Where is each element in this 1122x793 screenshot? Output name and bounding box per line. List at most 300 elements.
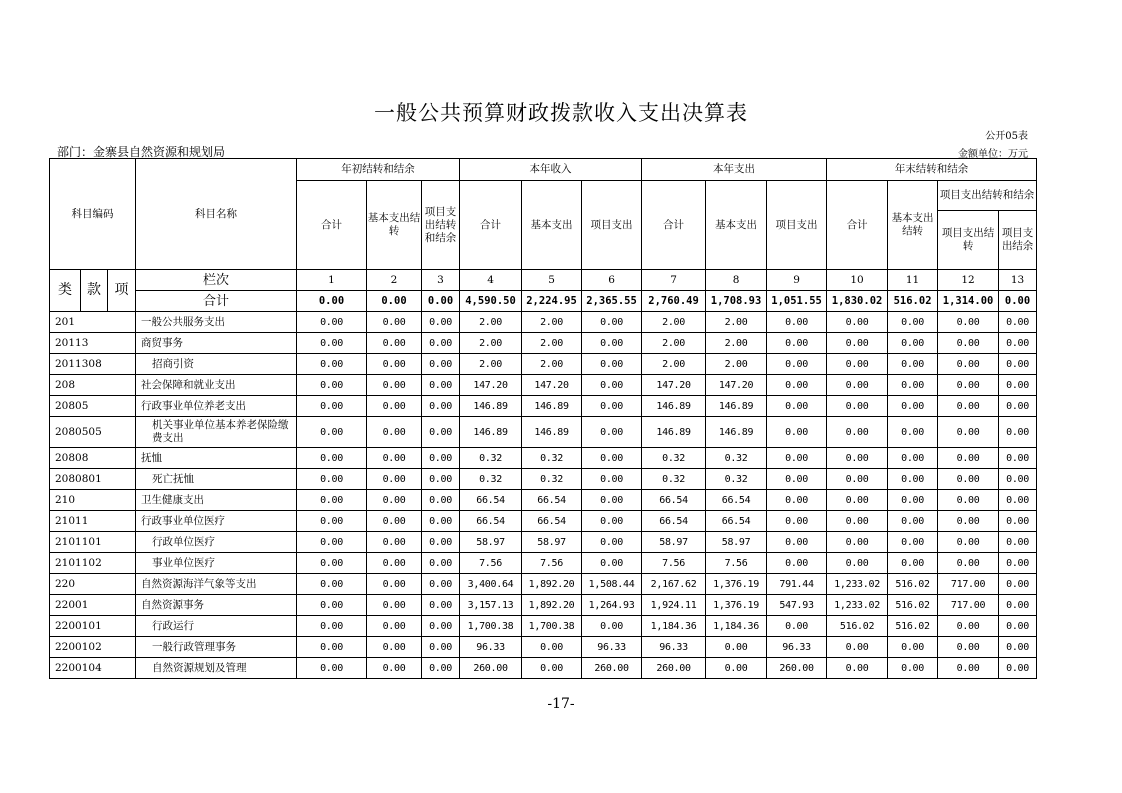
row-value: 0.00 [367,417,422,448]
row-value: 146.89 [642,417,706,448]
row-value: 2.00 [460,354,522,375]
row-value: 1,892.20 [522,574,582,595]
row-value: 0.00 [938,375,999,396]
row-value: 0.00 [767,469,827,490]
page-title: 一般公共预算财政拨款收入支出决算表 [374,101,748,125]
row-name: 一般行政管理事务 [136,637,297,658]
row-value: 2.00 [460,333,522,354]
row-value: 1,233.02 [827,574,888,595]
row-value: 0.00 [827,354,888,375]
row-value: 0.00 [582,532,642,553]
row-value: 0.00 [767,417,827,448]
total-cell: 0.00 [999,291,1037,312]
row-value: 0.00 [582,417,642,448]
row-value: 260.00 [767,658,827,679]
table-row [50,616,1037,637]
row-name: 行政单位医疗 [136,532,297,553]
row-value: 0.00 [999,511,1037,532]
row-value: 96.33 [582,637,642,658]
row-value: 0.00 [297,658,367,679]
row-value: 0.00 [422,574,460,595]
row-value: 66.54 [642,511,706,532]
row-code: 2011308 [50,354,136,375]
row-value: 0.00 [367,469,422,490]
row-value: 260.00 [460,658,522,679]
end-project-surplus-header: 项目支出结余 [999,211,1037,270]
row-value: 0.00 [297,375,367,396]
row-code: 20113 [50,333,136,354]
row-value: 1,700.38 [522,616,582,637]
table-row [50,532,1037,553]
row-value: 0.00 [888,396,938,417]
table-row [50,595,1037,616]
row-value: 2.00 [642,354,706,375]
row-name: 行政运行 [136,616,297,637]
table-row [50,375,1037,396]
row-value: 147.20 [460,375,522,396]
end-basic-header: 基本支出结转 [888,181,938,270]
column-number: 8 [706,270,767,291]
row-value: 0.00 [582,312,642,333]
row-value: 0.00 [888,448,938,469]
row-value: 0.00 [422,396,460,417]
group-expense-header: 本年支出 [642,159,827,181]
table-body [50,312,1037,679]
row-value: 0.00 [938,448,999,469]
row-value: 0.00 [582,490,642,511]
row-value: 7.56 [460,553,522,574]
row-value: 0.00 [999,354,1037,375]
row-value: 0.00 [422,595,460,616]
row-value: 0.00 [827,312,888,333]
end-project-group-header: 项目支出结转和结余 [938,181,1037,211]
group-begin-header: 年初结转和结余 [297,159,460,181]
row-value: 260.00 [582,658,642,679]
row-value: 260.00 [642,658,706,679]
row-value: 3,157.13 [460,595,522,616]
row-value: 7.56 [642,553,706,574]
row-value: 58.97 [706,532,767,553]
form-number: 公开05表 [985,131,1028,142]
row-value: 0.00 [297,417,367,448]
row-value: 0.00 [888,469,938,490]
column-row-label: 栏次 [136,270,297,291]
row-value: 0.00 [938,396,999,417]
row-value: 0.00 [938,553,999,574]
row-code: 22001 [50,595,136,616]
row-value: 0.00 [827,333,888,354]
column-number: 1 [297,270,367,291]
row-value: 66.54 [706,490,767,511]
row-value: 146.89 [460,417,522,448]
row-name: 招商引资 [136,354,297,375]
row-value: 0.00 [706,637,767,658]
row-value: 0.00 [297,396,367,417]
row-code: 2101101 [50,532,136,553]
row-value: 0.00 [999,532,1037,553]
row-value: 0.00 [297,490,367,511]
row-value: 58.97 [522,532,582,553]
row-value: 516.02 [827,616,888,637]
row-value: 0.00 [827,637,888,658]
column-number: 10 [827,270,888,291]
row-value: 0.00 [367,658,422,679]
row-value: 2.00 [706,312,767,333]
row-value: 0.00 [888,354,938,375]
row-value: 1,184.36 [706,616,767,637]
row-value: 0.00 [522,637,582,658]
row-value: 2.00 [642,312,706,333]
row-value: 0.00 [999,469,1037,490]
row-value: 147.20 [642,375,706,396]
row-value: 0.00 [767,511,827,532]
row-value: 0.00 [888,333,938,354]
row-value: 0.00 [582,448,642,469]
row-value: 0.00 [767,490,827,511]
column-number: 4 [460,270,522,291]
row-value: 0.00 [367,375,422,396]
row-value: 0.00 [999,333,1037,354]
row-value: 0.00 [422,469,460,490]
row-value: 0.00 [767,616,827,637]
row-value: 0.00 [297,637,367,658]
total-cell: 2,365.55 [582,291,642,312]
row-value: 0.00 [999,595,1037,616]
row-value: 0.00 [827,375,888,396]
column-number: 6 [582,270,642,291]
row-value: 0.00 [767,396,827,417]
row-value: 1,508.44 [582,574,642,595]
row-value: 2.00 [642,333,706,354]
row-value: 0.00 [999,312,1037,333]
row-code: 208 [50,375,136,396]
row-code: 2080505 [50,417,136,448]
begin-project-header: 项目支出结转和结余 [422,181,460,270]
row-value: 0.00 [297,616,367,637]
row-value: 0.00 [938,616,999,637]
row-code: 2080801 [50,469,136,490]
income-basic-header: 基本支出 [522,181,582,270]
row-value: 0.00 [367,574,422,595]
row-value: 0.00 [767,354,827,375]
row-value: 0.00 [888,553,938,574]
table-row [50,417,1037,448]
row-value: 0.00 [422,417,460,448]
row-value: 0.00 [422,637,460,658]
row-value: 0.00 [827,658,888,679]
table-row [50,333,1037,354]
row-value: 0.00 [999,637,1037,658]
row-value: 0.00 [367,354,422,375]
subject-code-header: 科目编码 [50,159,136,270]
row-value: 0.00 [999,658,1037,679]
row-value: 1,700.38 [460,616,522,637]
total-cell: 2,760.49 [642,291,706,312]
row-value: 0.00 [367,595,422,616]
row-value: 0.00 [582,511,642,532]
row-value: 146.89 [522,417,582,448]
row-value: 0.00 [827,469,888,490]
column-number: 5 [522,270,582,291]
row-value: 0.00 [999,417,1037,448]
row-value: 1,376.19 [706,574,767,595]
unit-label: 金额单位：万元 [958,149,1028,160]
row-value: 0.00 [827,553,888,574]
row-value: 66.54 [460,490,522,511]
row-value: 0.00 [422,354,460,375]
total-row-label: 合计 [136,291,297,312]
table-row [50,637,1037,658]
row-value: 0.00 [827,511,888,532]
lei-header: 类 [50,270,81,312]
column-number: 9 [767,270,827,291]
row-value: 0.00 [422,375,460,396]
row-value: 0.00 [367,312,422,333]
row-value: 0.00 [938,417,999,448]
row-value: 0.00 [767,312,827,333]
row-value: 0.00 [767,375,827,396]
row-value: 0.00 [422,616,460,637]
row-value: 0.00 [938,490,999,511]
row-value: 1,184.36 [642,616,706,637]
total-cell: 0.00 [297,291,367,312]
row-value: 0.00 [367,396,422,417]
begin-basic-header: 基本支出结转 [367,181,422,270]
total-cell: 516.02 [888,291,938,312]
total-cell: 1,708.93 [706,291,767,312]
row-value: 0.00 [297,595,367,616]
row-value: 0.00 [297,553,367,574]
row-value: 96.33 [642,637,706,658]
row-value: 0.00 [999,396,1037,417]
row-value: 147.20 [522,375,582,396]
row-value: 0.00 [367,616,422,637]
row-value: 7.56 [522,553,582,574]
row-code: 220 [50,574,136,595]
begin-total-header: 合计 [297,181,367,270]
column-number: 7 [642,270,706,291]
row-name: 行政事业单位医疗 [136,511,297,532]
income-total-header: 合计 [460,181,522,270]
row-value: 0.00 [767,333,827,354]
row-value: 0.00 [297,354,367,375]
row-value: 0.00 [888,312,938,333]
row-value: 96.33 [460,637,522,658]
row-value: 0.00 [297,469,367,490]
row-value: 0.00 [367,532,422,553]
row-value: 66.54 [642,490,706,511]
total-cell: 0.00 [367,291,422,312]
row-value: 0.00 [827,490,888,511]
row-value: 0.00 [582,469,642,490]
row-value: 0.00 [297,532,367,553]
row-value: 0.00 [938,354,999,375]
table-row [50,312,1037,333]
row-value: 0.32 [460,469,522,490]
row-value: 0.32 [642,448,706,469]
row-value: 791.44 [767,574,827,595]
row-value: 547.93 [767,595,827,616]
row-value: 0.32 [522,448,582,469]
row-value: 2,167.62 [642,574,706,595]
row-value: 0.00 [367,511,422,532]
row-value: 0.00 [422,658,460,679]
row-value: 0.00 [999,553,1037,574]
row-value: 2.00 [522,354,582,375]
row-value: 0.00 [938,469,999,490]
row-value: 58.97 [642,532,706,553]
row-value: 66.54 [522,511,582,532]
row-value: 0.32 [706,448,767,469]
row-name: 事业单位医疗 [136,553,297,574]
table-row [50,553,1037,574]
row-value: 3,400.64 [460,574,522,595]
table-row [50,469,1037,490]
row-value: 0.00 [999,616,1037,637]
table-row [50,490,1037,511]
row-value: 0.00 [999,448,1037,469]
row-value: 0.00 [999,574,1037,595]
table-row [50,396,1037,417]
row-name: 一般公共服务支出 [136,312,297,333]
subject-name-header: 科目名称 [136,159,297,270]
table-row [50,574,1037,595]
row-value: 146.89 [706,417,767,448]
row-value: 1,264.93 [582,595,642,616]
row-value: 1,376.19 [706,595,767,616]
row-value: 146.89 [460,396,522,417]
row-value: 0.00 [367,448,422,469]
row-value: 0.00 [706,658,767,679]
row-value: 0.00 [767,532,827,553]
row-value: 0.00 [888,375,938,396]
row-value: 0.00 [367,637,422,658]
row-name: 卫生健康支出 [136,490,297,511]
row-value: 0.00 [297,448,367,469]
kuan-header: 款 [81,270,108,312]
row-value: 0.00 [422,448,460,469]
row-value: 1,233.02 [827,595,888,616]
row-value: 0.00 [938,312,999,333]
row-value: 0.00 [422,333,460,354]
row-value: 0.00 [297,312,367,333]
xiang-header: 项 [108,270,136,312]
row-name: 自然资源海洋气象等支出 [136,574,297,595]
row-name: 自然资源规划及管理 [136,658,297,679]
total-cell: 4,590.50 [460,291,522,312]
table-row [50,448,1037,469]
row-value: 516.02 [888,616,938,637]
row-value: 0.00 [297,574,367,595]
row-value: 0.00 [938,532,999,553]
row-value: 146.89 [522,396,582,417]
row-value: 147.20 [706,375,767,396]
row-value: 0.00 [582,616,642,637]
row-value: 0.00 [767,553,827,574]
column-number: 2 [367,270,422,291]
row-value: 1,892.20 [522,595,582,616]
row-value: 0.00 [422,553,460,574]
row-value: 0.00 [999,490,1037,511]
row-value: 0.00 [938,333,999,354]
row-value: 0.00 [888,417,938,448]
row-value: 0.00 [827,417,888,448]
income-project-header: 项目支出 [582,181,642,270]
row-code: 201 [50,312,136,333]
row-name: 社会保障和就业支出 [136,375,297,396]
row-value: 0.00 [582,375,642,396]
row-value: 717.00 [938,595,999,616]
row-name: 抚恤 [136,448,297,469]
row-code: 2200101 [50,616,136,637]
row-name: 死亡抚恤 [136,469,297,490]
row-code: 2200102 [50,637,136,658]
total-cell: 0.00 [422,291,460,312]
row-code: 20808 [50,448,136,469]
column-number: 3 [422,270,460,291]
row-value: 0.00 [582,396,642,417]
row-value: 2.00 [706,333,767,354]
row-value: 66.54 [522,490,582,511]
row-value: 516.02 [888,595,938,616]
row-value: 0.00 [582,354,642,375]
row-value: 146.89 [706,396,767,417]
row-code: 20805 [50,396,136,417]
budget-table [49,158,1037,679]
end-project-carry-header: 项目支出结转 [938,211,999,270]
row-value: 0.00 [582,333,642,354]
table-row [50,511,1037,532]
row-name: 机关事业单位基本养老保险缴费支出 [136,417,297,448]
row-value: 0.00 [888,511,938,532]
row-value: 0.00 [367,333,422,354]
row-code: 2101102 [50,553,136,574]
row-value: 0.00 [888,658,938,679]
row-value: 2.00 [522,333,582,354]
total-cell: 1,830.02 [827,291,888,312]
table-row [50,658,1037,679]
row-code: 2200104 [50,658,136,679]
row-value: 66.54 [706,511,767,532]
total-cell: 1,314.00 [938,291,999,312]
row-value: 0.32 [706,469,767,490]
row-value: 7.56 [706,553,767,574]
row-value: 0.00 [522,658,582,679]
table-row [50,354,1037,375]
expense-project-header: 项目支出 [767,181,827,270]
total-cell: 1,051.55 [767,291,827,312]
row-value: 146.89 [642,396,706,417]
row-value: 0.00 [582,553,642,574]
row-value: 0.00 [888,637,938,658]
page-number: -17- [547,696,575,712]
row-value: 0.00 [767,448,827,469]
row-value: 0.00 [367,490,422,511]
row-value: 0.32 [460,448,522,469]
row-value: 0.32 [522,469,582,490]
row-value: 0.00 [938,658,999,679]
row-code: 21011 [50,511,136,532]
department-label: 部门：金寨县自然资源和规划局 [57,145,226,159]
row-value: 0.00 [367,553,422,574]
end-total-header: 合计 [827,181,888,270]
row-value: 0.00 [422,511,460,532]
row-value: 0.00 [827,448,888,469]
row-value: 0.00 [422,312,460,333]
row-code: 210 [50,490,136,511]
row-value: 717.00 [938,574,999,595]
expense-total-header: 合计 [642,181,706,270]
